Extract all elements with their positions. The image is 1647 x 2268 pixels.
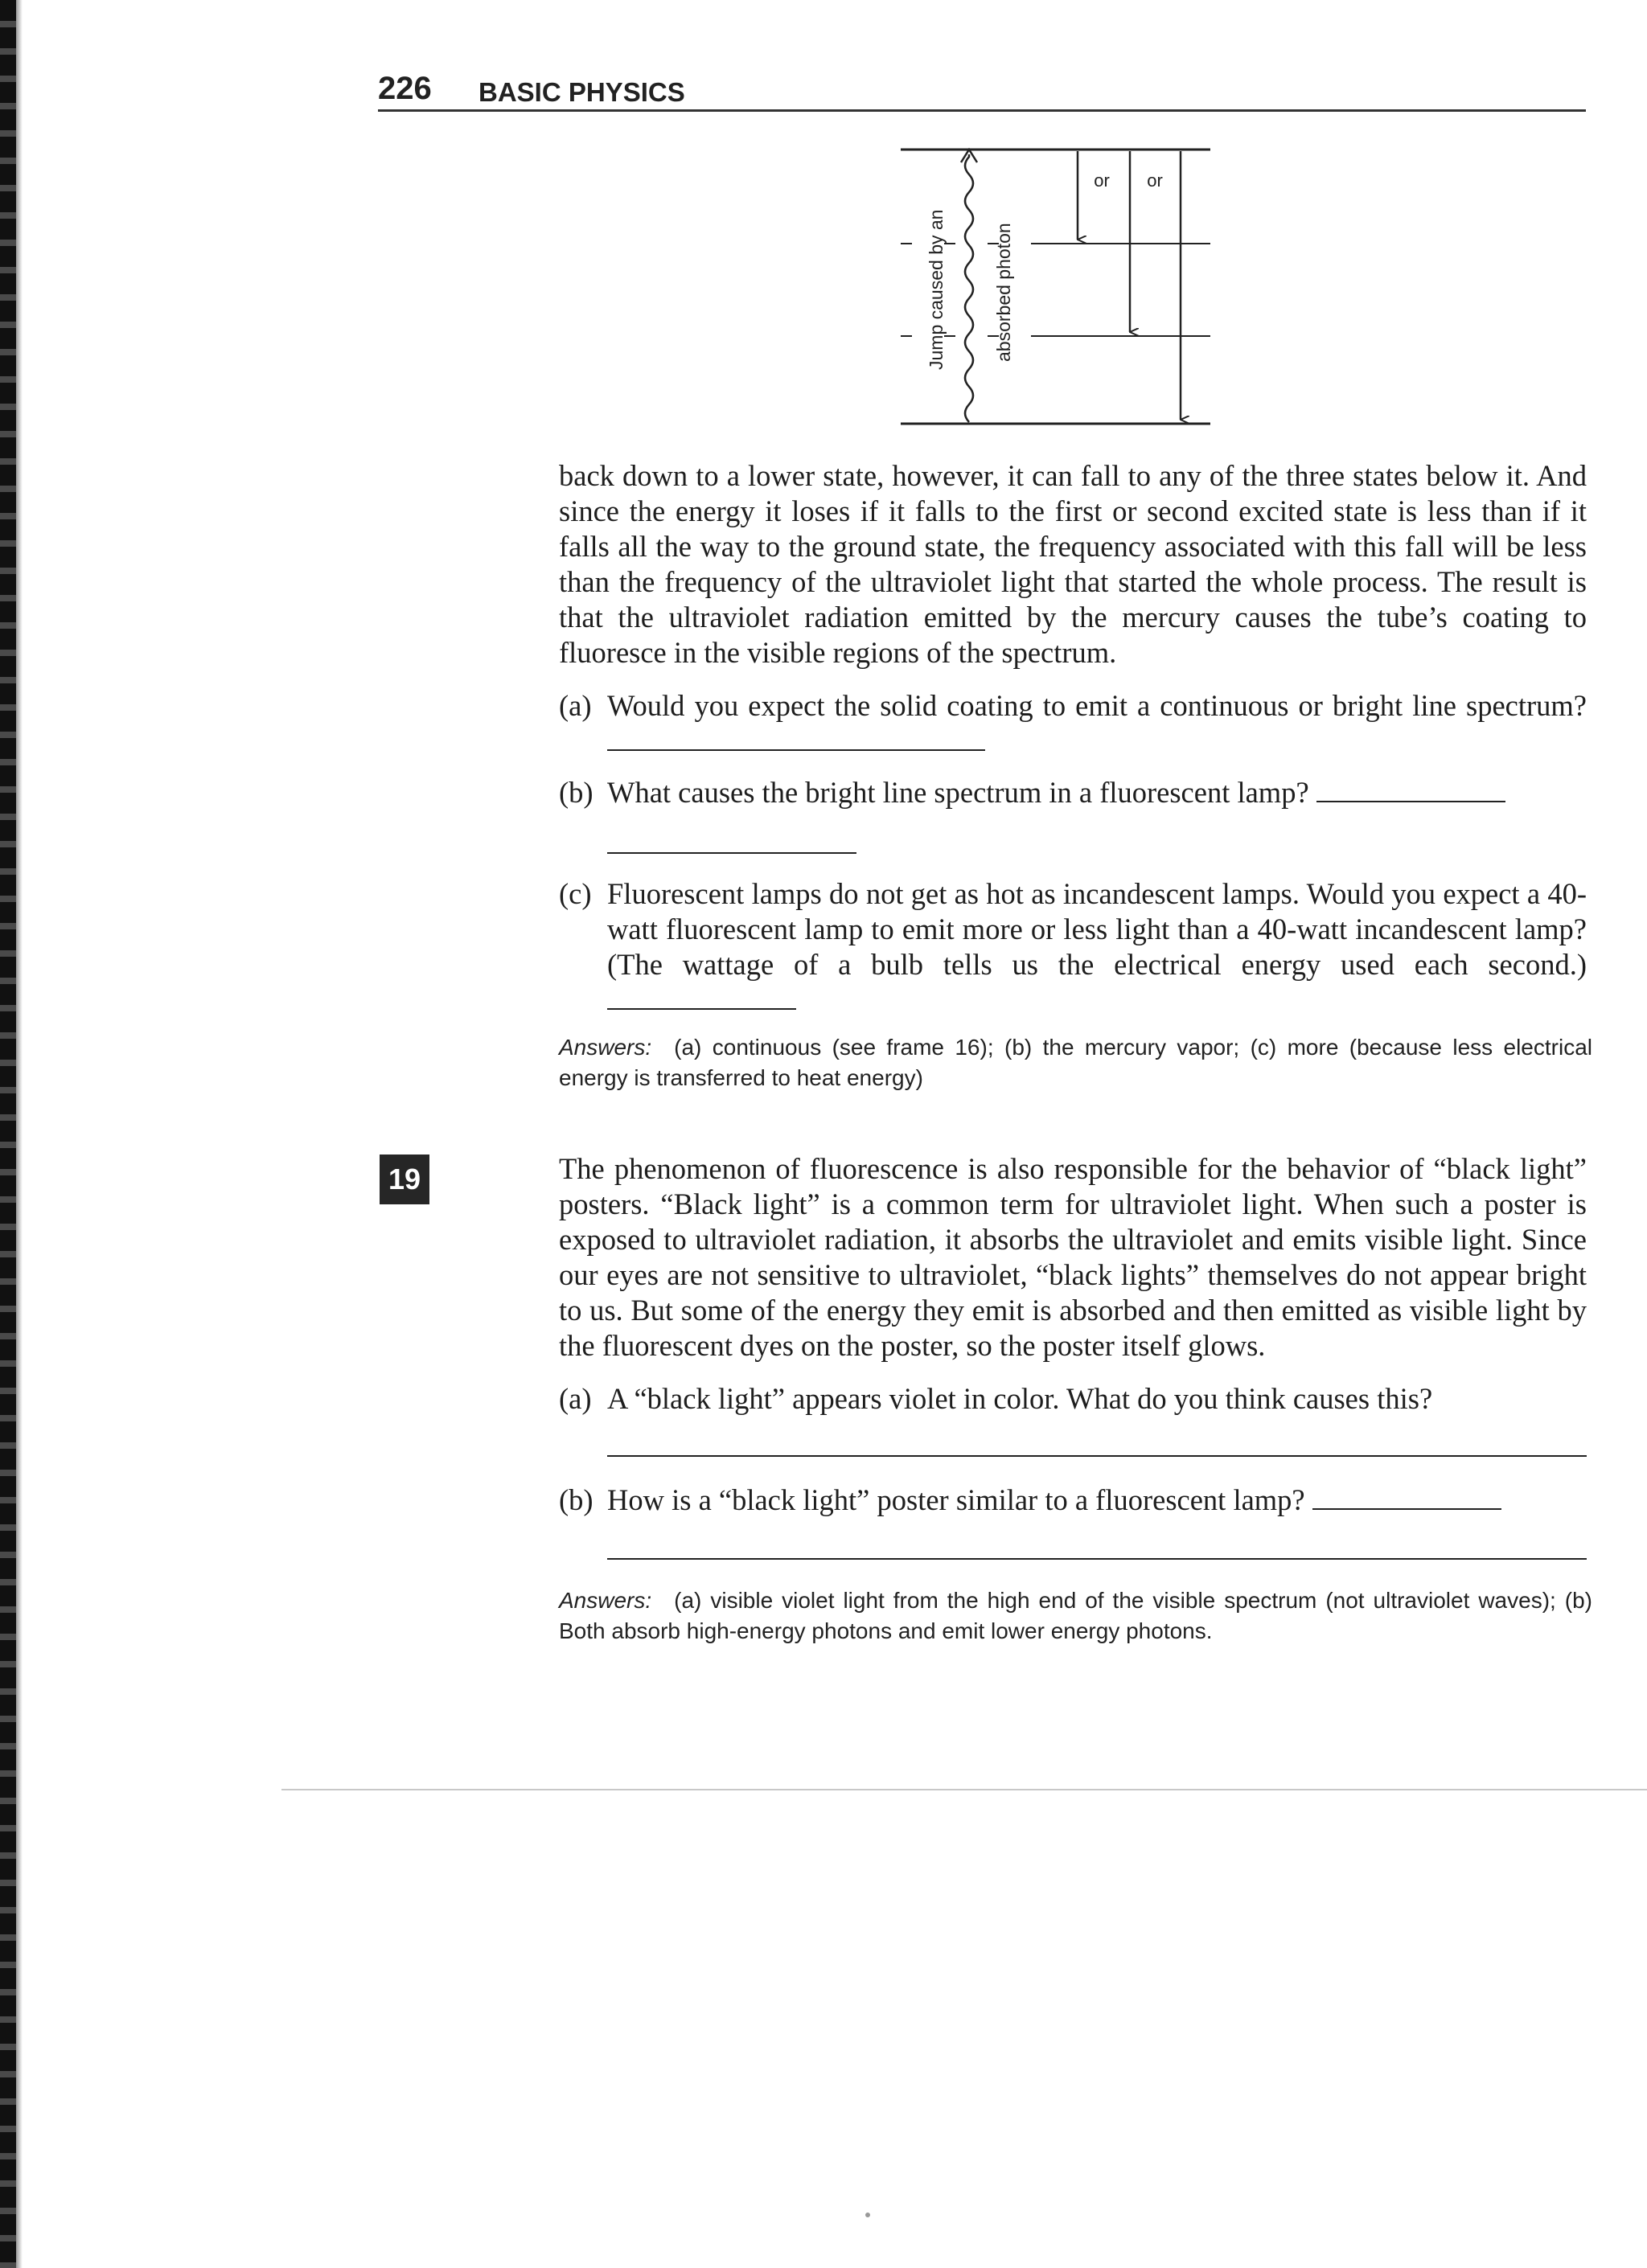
answer-blank[interactable] bbox=[607, 1455, 1587, 1457]
question-text: Would you expect the solid coating to emit a continuous or bright line spectrum? bbox=[607, 689, 1587, 722]
scan-speck bbox=[865, 2213, 870, 2217]
question-label: (b) bbox=[559, 1483, 593, 1516]
frame19-question-a bbox=[559, 1381, 1587, 1417]
frame18-question-b bbox=[559, 775, 1587, 810]
binding-shadow bbox=[16, 0, 23, 2268]
question-label: (b) bbox=[559, 776, 593, 809]
header-rule bbox=[378, 109, 1586, 112]
or-label-1: or bbox=[1094, 170, 1110, 191]
page-bottom-edge bbox=[281, 1789, 1647, 1790]
answer-blank[interactable] bbox=[607, 984, 796, 1010]
running-title: BASIC PHYSICS bbox=[478, 77, 685, 107]
question-label: (a) bbox=[559, 1382, 592, 1415]
answer-blank-continuation[interactable] bbox=[607, 852, 856, 854]
question-label: (a) bbox=[559, 689, 592, 722]
jump-label-line1: Jump caused by an bbox=[926, 209, 947, 370]
answer-blank[interactable] bbox=[1316, 777, 1505, 802]
frame19-paragraph: The phenomenon of fluorescence is also responsible for the behavior of “black light” posters. “Black light” is a common term for ultraviolet light. When such a poster is exposed to ultraviolet radiation, it absorbs the ultraviolet and emits visible light. Since our eyes are not sensitive to ultraviolet, “black lights” themselves do not appear bright to us. But some of the energy they emit is absorbed and then emitted as visible light by the fluorescent dyes on the poster, so the poster itself glows. bbox=[559, 1152, 1587, 1362]
answers-text: (a) visible violet light from the high end of the visible spectrum (not ultraviolet waves); (b) Both absorb high-energy photons and emit lower energy photons. bbox=[559, 1588, 1592, 1643]
frame19-answers bbox=[559, 1585, 1592, 1647]
answers-label: Answers: bbox=[559, 1588, 652, 1613]
frame19-question-b bbox=[559, 1483, 1587, 1518]
frame18-question-c bbox=[559, 876, 1587, 1021]
frame18-answers bbox=[559, 1032, 1592, 1093]
answer-blank[interactable] bbox=[1312, 1484, 1501, 1510]
frame-number-badge: 19 bbox=[380, 1155, 429, 1204]
or-label-2: or bbox=[1147, 170, 1163, 191]
question-text: A “black light” appears violet in color. What do you think causes this? bbox=[607, 1382, 1433, 1415]
page-number: 226 bbox=[378, 71, 432, 106]
question-text: What causes the bright line spectrum in a fluorescent lamp? bbox=[607, 776, 1309, 809]
frame18-paragraph: back down to a lower state, however, it can fall to any of the three states below it. And since the energy it loses if it falls to the first or second excited state is less than if it falls all the way to the ground state, the frequency associated with this fall will be less than the frequency of the ultraviolet light that started the whole process. The result is that the ultraviolet radiation emitted by the mercury causes the tube’s coating to fluoresce in the visible regions of the spectrum. bbox=[559, 459, 1587, 669]
answers-label: Answers: bbox=[559, 1035, 652, 1060]
answer-blank-continuation[interactable] bbox=[607, 1558, 1587, 1560]
page-header bbox=[378, 71, 1586, 111]
question-label: (c) bbox=[559, 877, 592, 910]
answer-blank[interactable] bbox=[607, 725, 985, 751]
jump-label-line2: absorbed photon bbox=[993, 223, 1014, 362]
question-text: Fluorescent lamps do not get as hot as incandescent lamps. Would you expect a 40-watt fluorescent lamp to emit more or less light than a 40-watt incandescent lamp? (The wattage of a bulb tells us the electrical energy used each second.) bbox=[607, 877, 1587, 981]
energy-level-diagram bbox=[885, 137, 1222, 434]
binding-edge bbox=[0, 0, 16, 2268]
question-text: How is a “black light” poster similar to a fluorescent lamp? bbox=[607, 1483, 1305, 1516]
answers-text: (a) continuous (see frame 16); (b) the mercury vapor; (c) more (because less electrical energy is transferred to heat energy) bbox=[559, 1035, 1592, 1090]
photon-jump-wave bbox=[965, 154, 973, 422]
frame18-question-a bbox=[559, 688, 1587, 761]
